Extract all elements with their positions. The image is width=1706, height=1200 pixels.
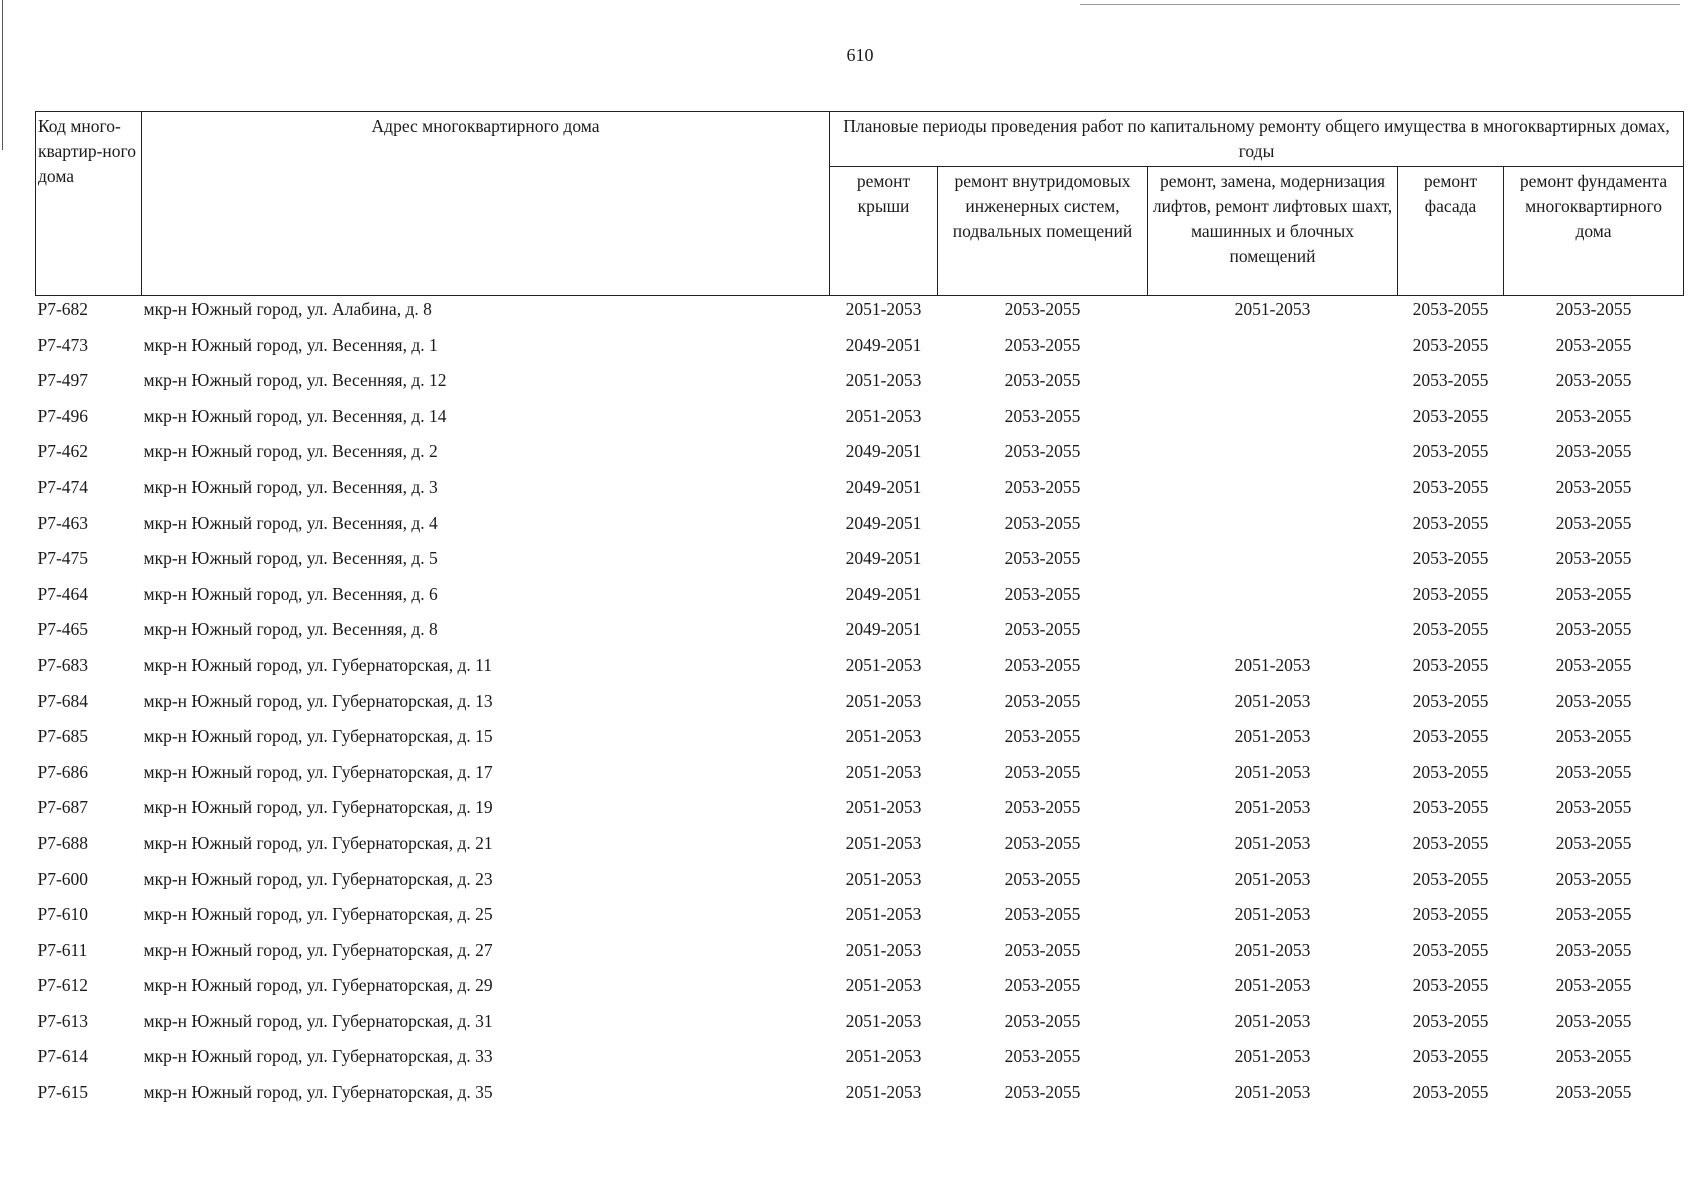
table-body [36,296,1684,1115]
cell-foundation: 2053-2055 [1555,512,1632,533]
header-planned-periods: Плановые периоды проведения работ по капитальному ремонту общего имущества в многоквартирных домах, годы [830,112,1684,167]
cell-systems: 2053-2055 [1004,868,1081,889]
cell-code: Р7-684 [37,690,89,711]
table-row [36,937,1684,973]
cell-lifts [1148,510,1398,546]
cell-systems: 2053-2055 [1004,476,1081,497]
cell-foundation: 2053-2055 [1555,654,1632,675]
cell-address: мкр-н Южный город, ул. Весенняя, д. 1 [143,334,438,355]
cell-facade: 2053-2055 [1412,939,1489,960]
cell-address: мкр-н Южный город, ул. Губернаторская, д. 17 [143,761,493,782]
cell-foundation: 2053-2055 [1555,690,1632,711]
cell-foundation: 2053-2055 [1555,761,1632,782]
table-row [36,616,1684,652]
cell-foundation: 2053-2055 [1555,975,1632,996]
table-row [36,510,1684,546]
cell-roof: 2051-2053 [845,904,922,925]
cell-code: Р7-465 [37,619,89,640]
cell-lifts [1148,332,1398,368]
cell-foundation: 2053-2055 [1555,405,1632,426]
cell-code: Р7-683 [37,654,89,675]
cell-code: Р7-474 [37,476,89,497]
cell-lifts: 2051-2053 [1234,832,1311,853]
cell-foundation: 2053-2055 [1555,904,1632,925]
cell-facade: 2053-2055 [1412,441,1489,462]
cell-lifts: 2051-2053 [1234,726,1311,747]
table-row [36,901,1684,937]
cell-facade: 2053-2055 [1412,1082,1489,1103]
cell-lifts [1148,581,1398,617]
cell-code: Р7-614 [37,1046,89,1067]
cell-systems: 2053-2055 [1004,975,1081,996]
header-systems: ремонт внутридомовых инженерных систем, подвальных помещений [938,167,1148,296]
cell-systems: 2053-2055 [1004,512,1081,533]
cell-facade: 2053-2055 [1412,512,1489,533]
cell-code: Р7-462 [37,441,89,462]
cell-facade: 2053-2055 [1412,690,1489,711]
cell-lifts [1148,616,1398,652]
cell-lifts: 2051-2053 [1234,1010,1311,1031]
cell-lifts: 2051-2053 [1234,299,1311,319]
cell-address: мкр-н Южный город, ул. Губернаторская, д. 21 [143,832,493,853]
cell-address: мкр-н Южный город, ул. Губернаторская, д. 23 [143,868,493,889]
cell-address: мкр-н Южный город, ул. Губернаторская, д. 31 [143,1010,493,1031]
cell-code: Р7-682 [37,299,89,319]
cell-systems: 2053-2055 [1004,548,1081,569]
cell-address: мкр-н Южный город, ул. Губернаторская, д. 27 [143,939,493,960]
cell-code: Р7-497 [37,370,89,391]
cell-lifts: 2051-2053 [1234,939,1311,960]
cell-foundation: 2053-2055 [1555,1010,1632,1031]
cell-code: Р7-612 [37,975,89,996]
cell-address: мкр-н Южный город, ул. Губернаторская, д. 19 [143,797,493,818]
table-row [36,688,1684,724]
cell-facade: 2053-2055 [1412,476,1489,497]
cell-roof: 2049-2051 [845,548,922,569]
cell-foundation: 2053-2055 [1555,441,1632,462]
cell-lifts [1148,438,1398,474]
cell-facade: 2053-2055 [1412,1010,1489,1031]
cell-roof: 2051-2053 [845,1082,922,1103]
cell-facade: 2053-2055 [1412,583,1489,604]
cell-foundation: 2053-2055 [1555,334,1632,355]
cell-code: Р7-496 [37,405,89,426]
cell-address: мкр-н Южный город, ул. Алабина, д. 8 [143,299,432,319]
cell-code: Р7-464 [37,583,89,604]
table-row [36,830,1684,866]
cell-lifts: 2051-2053 [1234,761,1311,782]
cell-address: мкр-н Южный город, ул. Губернаторская, д. 29 [143,975,493,996]
cell-lifts: 2051-2053 [1234,654,1311,675]
cell-systems: 2053-2055 [1004,690,1081,711]
cell-lifts: 2051-2053 [1234,690,1311,711]
table-header [36,112,1684,296]
cell-facade: 2053-2055 [1412,334,1489,355]
cell-roof: 2051-2053 [845,832,922,853]
cell-foundation: 2053-2055 [1555,868,1632,889]
cell-address: мкр-н Южный город, ул. Губернаторская, д. 25 [143,904,493,925]
cell-foundation: 2053-2055 [1555,832,1632,853]
cell-facade: 2053-2055 [1412,726,1489,747]
cell-systems: 2053-2055 [1004,1046,1081,1067]
cell-address: мкр-н Южный город, ул. Весенняя, д. 5 [143,548,438,569]
header-foundation: ремонт фундамента многоквартирного дома [1504,167,1684,296]
cell-facade: 2053-2055 [1412,1046,1489,1067]
cell-roof: 2051-2053 [845,1046,922,1067]
repair-schedule-table [35,111,1684,1115]
cell-roof: 2051-2053 [845,939,922,960]
cell-code: Р7-685 [37,726,89,747]
table-row [36,759,1684,795]
header-code: Код много-квартир-ного дома [36,112,142,296]
cell-foundation: 2053-2055 [1555,1046,1632,1067]
cell-lifts: 2051-2053 [1234,1082,1311,1103]
cell-facade: 2053-2055 [1412,405,1489,426]
cell-roof: 2051-2053 [845,726,922,747]
table-row [36,438,1684,474]
cell-facade: 2053-2055 [1412,832,1489,853]
cell-code: Р7-687 [37,797,89,818]
cell-foundation: 2053-2055 [1555,299,1632,319]
cell-lifts: 2051-2053 [1234,904,1311,925]
cell-systems: 2053-2055 [1004,619,1081,640]
table-row [36,403,1684,439]
cell-lifts: 2051-2053 [1234,797,1311,818]
cell-systems: 2053-2055 [1004,334,1081,355]
cell-roof: 2049-2051 [845,583,922,604]
cell-systems: 2053-2055 [1004,405,1081,426]
cell-lifts: 2051-2053 [1234,1046,1311,1067]
table-row [36,474,1684,510]
cell-systems: 2053-2055 [1004,1082,1081,1103]
cell-systems: 2053-2055 [1004,832,1081,853]
cell-facade: 2053-2055 [1412,548,1489,569]
cell-facade: 2053-2055 [1412,904,1489,925]
cell-roof: 2051-2053 [845,690,922,711]
cell-foundation: 2053-2055 [1555,1082,1632,1103]
cell-facade: 2053-2055 [1412,299,1489,319]
table-row [36,367,1684,403]
cell-address: мкр-н Южный город, ул. Весенняя, д. 14 [143,405,447,426]
cell-roof: 2051-2053 [845,405,922,426]
cell-foundation: 2053-2055 [1555,370,1632,391]
cell-roof: 2051-2053 [845,761,922,782]
table-row [36,581,1684,617]
cell-facade: 2053-2055 [1412,797,1489,818]
cell-address: мкр-н Южный город, ул. Весенняя, д. 3 [143,476,438,497]
cell-lifts: 2051-2053 [1234,868,1311,889]
cell-systems: 2053-2055 [1004,299,1081,319]
table-row [36,296,1684,332]
cell-foundation: 2053-2055 [1555,726,1632,747]
cell-code: Р7-611 [37,939,88,960]
cell-facade: 2053-2055 [1412,619,1489,640]
header-roof: ремонт крыши [830,167,938,296]
cell-roof: 2049-2051 [845,441,922,462]
cell-address: мкр-н Южный город, ул. Губернаторская, д. 33 [143,1046,493,1067]
table-row [36,1043,1684,1079]
cell-facade: 2053-2055 [1412,868,1489,889]
cell-roof: 2049-2051 [845,334,922,355]
cell-address: мкр-н Южный город, ул. Весенняя, д. 12 [143,370,447,391]
cell-roof: 2049-2051 [845,619,922,640]
cell-foundation: 2053-2055 [1555,797,1632,818]
cell-systems: 2053-2055 [1004,370,1081,391]
scan-edge-left [2,0,3,150]
table-row [36,1008,1684,1044]
table-row [36,794,1684,830]
cell-systems: 2053-2055 [1004,654,1081,675]
cell-systems: 2053-2055 [1004,1010,1081,1031]
table-row [36,723,1684,759]
cell-roof: 2051-2053 [845,1010,922,1031]
cell-systems: 2053-2055 [1004,761,1081,782]
scan-edge-top [1080,4,1680,5]
cell-code: Р7-615 [37,1082,89,1103]
cell-address: мкр-н Южный город, ул. Губернаторская, д. 15 [143,726,493,747]
cell-facade: 2053-2055 [1412,975,1489,996]
cell-roof: 2051-2053 [845,370,922,391]
header-lifts: ремонт, замена, модернизация лифтов, ремонт лифтовых шахт, машинных и блочных помещений [1148,167,1398,296]
cell-address: мкр-н Южный город, ул. Губернаторская, д. 11 [143,654,492,675]
header-address: Адрес многоквартирного дома [142,112,830,296]
cell-facade: 2053-2055 [1412,761,1489,782]
cell-code: Р7-463 [37,512,89,533]
cell-systems: 2053-2055 [1004,726,1081,747]
cell-code: Р7-688 [37,832,89,853]
cell-address: мкр-н Южный город, ул. Весенняя, д. 8 [143,619,438,640]
cell-systems: 2053-2055 [1004,797,1081,818]
cell-address: мкр-н Южный город, ул. Губернаторская, д. 13 [143,690,493,711]
cell-code: Р7-473 [37,334,89,355]
cell-roof: 2051-2053 [845,797,922,818]
cell-lifts [1148,403,1398,439]
cell-address: мкр-н Южный город, ул. Весенняя, д. 6 [143,583,438,604]
cell-systems: 2053-2055 [1004,441,1081,462]
cell-address: мкр-н Южный город, ул. Губернаторская, д. 35 [143,1082,493,1103]
cell-code: Р7-686 [37,761,89,782]
cell-foundation: 2053-2055 [1555,583,1632,604]
cell-lifts [1148,545,1398,581]
table-row [36,652,1684,688]
cell-roof: 2051-2053 [845,299,922,319]
cell-lifts [1148,367,1398,403]
page-number: 610 [846,45,874,65]
cell-address: мкр-н Южный город, ул. Весенняя, д. 2 [143,441,438,462]
cell-systems: 2053-2055 [1004,904,1081,925]
cell-code: Р7-475 [37,548,89,569]
cell-code: Р7-600 [37,868,89,889]
cell-code: Р7-610 [37,904,89,925]
cell-roof: 2049-2051 [845,476,922,497]
cell-foundation: 2053-2055 [1555,476,1632,497]
cell-foundation: 2053-2055 [1555,619,1632,640]
cell-facade: 2053-2055 [1412,370,1489,391]
cell-roof: 2051-2053 [845,654,922,675]
cell-facade: 2053-2055 [1412,654,1489,675]
cell-address: мкр-н Южный город, ул. Весенняя, д. 4 [143,512,438,533]
cell-roof: 2051-2053 [845,975,922,996]
table-row [36,545,1684,581]
table-row [36,866,1684,902]
cell-foundation: 2053-2055 [1555,939,1632,960]
table-row [36,972,1684,1008]
table-row [36,332,1684,368]
cell-roof: 2051-2053 [845,868,922,889]
cell-systems: 2053-2055 [1004,939,1081,960]
cell-foundation: 2053-2055 [1555,548,1632,569]
table-row [36,1079,1684,1115]
cell-systems: 2053-2055 [1004,583,1081,604]
cell-code: Р7-613 [37,1010,89,1031]
cell-roof: 2049-2051 [845,512,922,533]
cell-lifts [1148,474,1398,510]
cell-lifts: 2051-2053 [1234,975,1311,996]
header-facade: ремонт фасада [1398,167,1504,296]
